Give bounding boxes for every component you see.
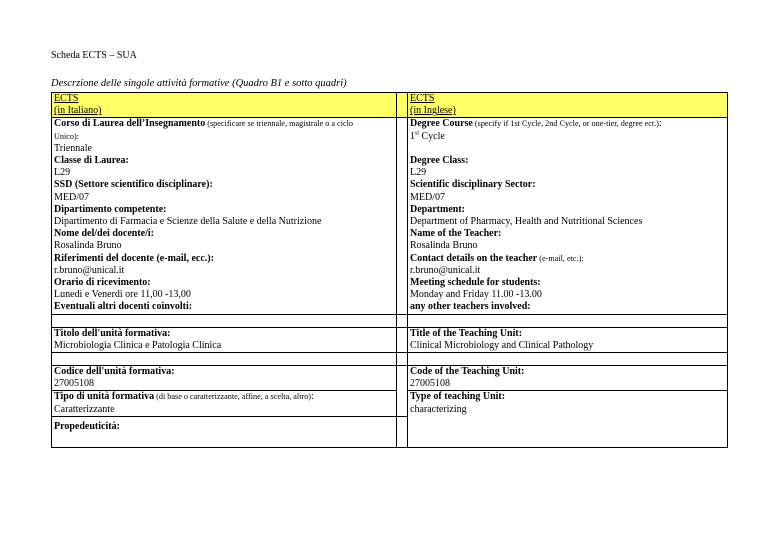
degree-field: Degree Course (specify if 1st Cycle, 2nd Cycle, or one-tier, degree ect.): bbox=[410, 118, 662, 130]
docente-value: Rosalinda Bruno bbox=[54, 240, 122, 252]
code-type-row bbox=[52, 366, 728, 417]
info-italian bbox=[52, 118, 397, 314]
titolo-cell bbox=[52, 327, 397, 352]
propedeuticita-cell bbox=[52, 416, 397, 447]
sector-value: MED/07 bbox=[410, 191, 445, 203]
header-english bbox=[408, 93, 728, 118]
contact-field: Contact details on the teacher (e-mail, etc.): bbox=[410, 252, 584, 264]
table-caption: Descrzione delle singole attività formative (Quadro B1 e sotto quadri) bbox=[51, 78, 347, 89]
header-english-title: ECTS bbox=[410, 93, 435, 104]
classe-label: Classe di Laurea: bbox=[54, 155, 129, 167]
contact-value: r.bruno@unical.it bbox=[410, 264, 481, 276]
orario-label: Orario di ricevimento: bbox=[54, 277, 151, 289]
meeting-label: Meeting schedule for students: bbox=[410, 277, 541, 289]
code-label: Code of the Teaching Unit: bbox=[410, 366, 525, 378]
header-row bbox=[52, 93, 728, 118]
degree-class-value: L29 bbox=[410, 167, 427, 179]
meeting-value: Monday and Friday 11.00 -13.00 bbox=[410, 289, 542, 301]
code-cell bbox=[408, 366, 728, 448]
riferimenti-label: Riferimenti del docente (e-mail, ecc.): bbox=[54, 252, 214, 264]
other-teachers-label: any other teachers involved: bbox=[410, 301, 531, 313]
tipo-field: Tipo di unità formativa (di base o caratterizzante, affine, a scelta, altro): bbox=[52, 390, 396, 403]
header-italian-subtitle: (in Italiano) bbox=[54, 105, 102, 117]
degree-value: 1st Cycle bbox=[410, 130, 445, 142]
codice-value: 27005108 bbox=[54, 378, 94, 390]
ects-table bbox=[51, 92, 728, 448]
orario-value: Lunedì e Venerdì ore 11,00 -13,00 bbox=[54, 289, 191, 301]
document-header: Scheda ECTS – SUA bbox=[51, 50, 137, 61]
type-value: characterizing bbox=[410, 403, 467, 415]
header-italian bbox=[52, 93, 397, 118]
title-cell bbox=[408, 327, 728, 352]
department-value: Department of Pharmacy, Health and Nutritional Sciences bbox=[410, 216, 643, 228]
corso-note-cont: Unico): bbox=[54, 131, 80, 141]
sector-label: Scientific disciplinary Sector: bbox=[410, 179, 536, 191]
type-label-wrap: Type of teaching Unit: bbox=[408, 390, 727, 403]
dipartimento-value: Dipartimento di Farmacia e Scienze della Salute e della Nutrizione bbox=[54, 216, 322, 228]
codice-label: Codice dell'unità formativa: bbox=[54, 366, 175, 378]
degree-class-label: Degree Class: bbox=[410, 155, 469, 167]
title-value: Clinical Microbiology and Clinical Pathology bbox=[410, 339, 594, 351]
ssd-label: SSD (Settore scientifico disciplinare): bbox=[54, 179, 213, 191]
info-row bbox=[52, 118, 728, 314]
docente-label: Nome del/dei docente/i: bbox=[54, 228, 154, 240]
titolo-label: Titolo dell'unità formativa: bbox=[54, 327, 171, 339]
codice-cell bbox=[52, 366, 397, 417]
title-label: Title of the Teaching Unit: bbox=[410, 327, 523, 339]
title-row bbox=[52, 327, 728, 352]
titolo-value: Microbiologia Clinica e Patologia Clinica bbox=[54, 339, 222, 351]
department-label: Department: bbox=[410, 203, 465, 215]
code-value: 27005108 bbox=[410, 378, 450, 390]
riferimenti-value: r.bruno@unical.it bbox=[54, 264, 125, 276]
tipo-value: Caratterizzante bbox=[54, 403, 115, 415]
classe-value: L29 bbox=[54, 167, 71, 179]
altri-docenti-label: Eventuali altri docenti coinvolti: bbox=[54, 301, 193, 313]
teacher-value: Rosalinda Bruno bbox=[410, 240, 478, 252]
corso-field: Corso di Laurea dell’Insegnamento (specificare se triennale, magistrale o a ciclo bbox=[54, 118, 353, 130]
propedeuticita-label: Propedeuticità: bbox=[54, 420, 120, 432]
dipartimento-label: Dipartimento competente: bbox=[54, 203, 167, 215]
ssd-value: MED/07 bbox=[54, 191, 89, 203]
info-english bbox=[408, 118, 728, 314]
corso-value: Triennale bbox=[54, 142, 92, 154]
header-english-subtitle: (in Inglese) bbox=[410, 105, 456, 117]
teacher-label: Name of the Teacher: bbox=[410, 228, 502, 240]
header-italian-title: ECTS bbox=[54, 93, 79, 104]
